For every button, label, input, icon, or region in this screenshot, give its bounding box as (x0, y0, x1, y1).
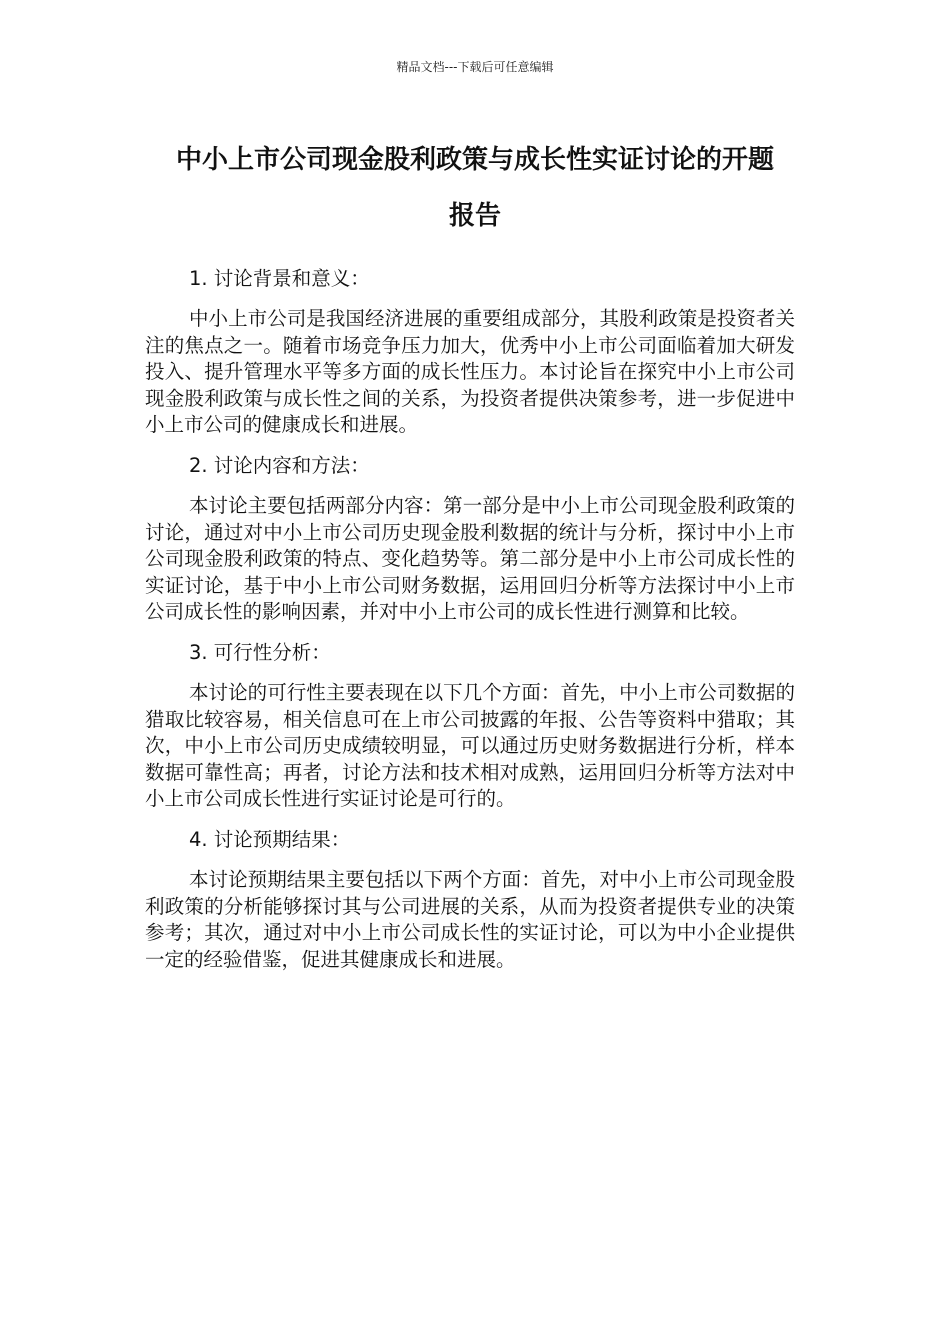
section-feasibility (145, 640, 795, 813)
section-expected-results (145, 827, 795, 973)
section-paragraph: 中小上市公司是我国经济进展的重要组成部分，其股利政策是投资者关注的焦点之一。随着市场竞争压力加大，优秀中小上市公司面临着加大研发投入、提升管理水平等多方面的成长性压力。本讨论旨在探究中小上市公司现金股利政策与成长性之间的关系，为投资者提供决策参考，进一步促进中小上市公司的健康成长和进展。 (145, 307, 795, 437)
page-header-note: 精品文档---下载后可任意编辑 (396, 60, 554, 74)
section-heading: 2. 讨论内容和方法： (189, 453, 370, 477)
document-title-line-2: 报告 (448, 201, 501, 231)
section-heading: 3. 可行性分析： (189, 640, 331, 664)
section-heading: 1. 讨论背景和意义： (189, 267, 370, 290)
section-paragraph: 本讨论主要包括两部分内容：第一部分是中小上市公司现金股利政策的讨论，通过对中小上市公司历史现金股利数据的统计与分析，探讨中小上市公司现金股利政策的特点、变化趋势等。第二部分是中小上市公司成长性的实证讨论，基于中小上市公司财务数据，运用回归分析等方法探讨中小上市公司成长性的影响因素，并对中小上市公司的成长性进行测算和比较。 (145, 493, 795, 624)
section-heading: 4. 讨论预期结果： (189, 827, 351, 851)
section-paragraph: 本讨论的可行性主要表现在以下几个方面：首先，中小上市公司数据的猎取比较容易，相关信息可在上市公司披露的年报、公告等资料中猎取；其次，中小上市公司历史成绩较明显，可以通过历史财务数据进行分析，样本数据可靠性高；再者，讨论方法和技术相对成熟，运用回归分析等方法对中小上市公司成长性进行实证讨论是可行的。 (145, 680, 795, 811)
document-title-line-1: 中小上市公司现金股利政策与成长性实证讨论的开题 (175, 145, 774, 175)
document-title (130, 132, 820, 244)
section-paragraph: 本讨论预期结果主要包括以下两个方面：首先，对中小上市公司现金股利政策的分析能够探讨其与公司进展的关系，从而为投资者提供专业的决策参考；其次，通过对中小上市公司成长性的实证讨论，可以为中小企业提供一定的经验借鉴，促进其健康成长和进展。 (145, 867, 795, 971)
section-background (145, 266, 795, 439)
section-content-methods (145, 453, 795, 626)
document-body (145, 266, 795, 987)
